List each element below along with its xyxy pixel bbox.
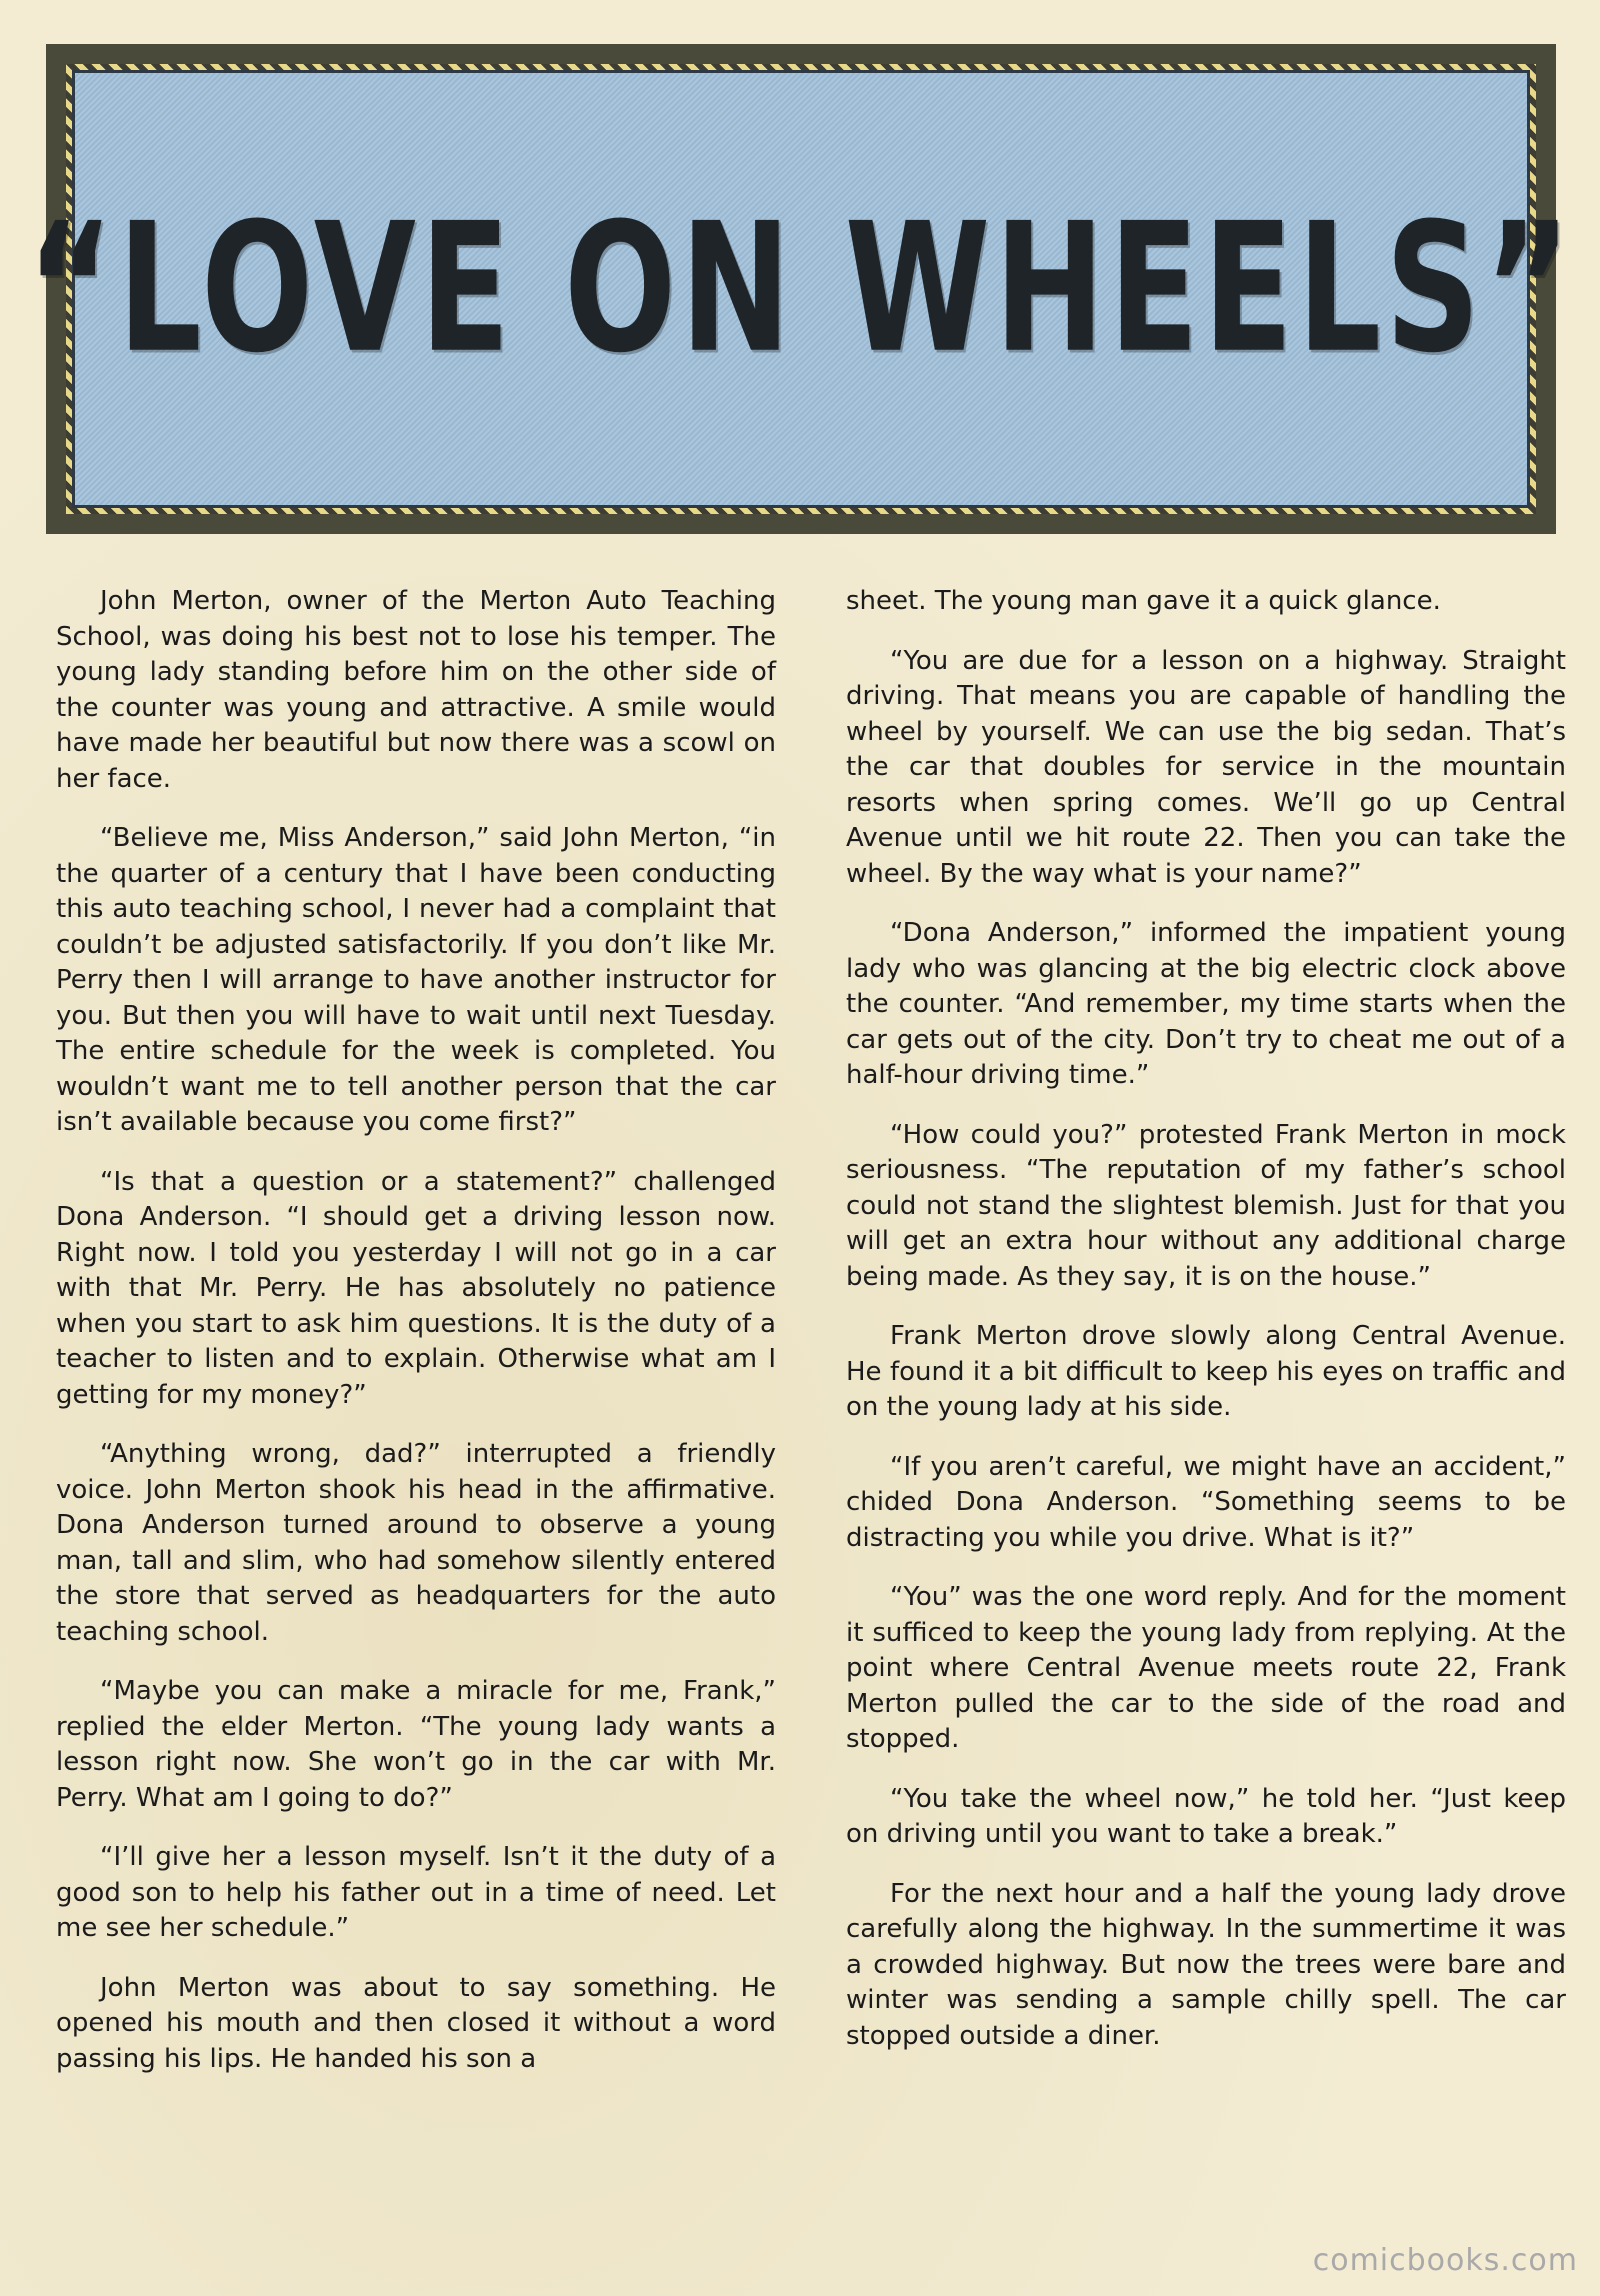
- paragraph: “Maybe you can make a miracle for me, Frank,” replied the elder Merton. “The young lady wants a lesson right now. She won’t go in the car with Mr. Perry. What am I going to do?”: [56, 1676, 776, 1813]
- site-watermark: comicbooks.com: [1312, 2243, 1578, 2278]
- paragraph: “How could you?” protested Frank Merton in mock seriousness. “The reputation of my father’s school could not stand the slightest blemish. Just for that you will get an extra hour without any additional charge being made. As they say, it is on the house.”: [846, 1119, 1566, 1292]
- paragraph: “You are due for a lesson on a highway. Straight driving. That means you are capable of handling the wheel by yourself. We can use the big sedan. That’s the car that doubles for service in the mountain resorts when spring comes. We’ll go up Central Avenue until we hit route 22. Then you can take the wheel. By the way what is your name?”: [846, 645, 1566, 889]
- paragraph: For the next hour and a half the young lady drove carefully along the highway. In the summertime it was a crowded highway. But now the trees were bare and winter was sending a sample chilly spell. The car stopped outside a diner.: [846, 1878, 1566, 2051]
- left-column: [56, 584, 776, 2244]
- title-panel: [26, 70, 1576, 508]
- right-column: [846, 584, 1566, 2244]
- story-columns: [56, 584, 1566, 2244]
- title-frame: [26, 44, 1576, 534]
- paragraph: “Is that a question or a statement?” challenged Dona Anderson. “I should get a driving lesson now. Right now. I told you yesterday I will not go in a car with that Mr. Perry. He has absolutely no patience when you start to ask him questions. It is the duty of a teacher to listen and to explain. Otherwise what am I getting for my money?”: [56, 1166, 776, 1410]
- story-title: “LOVE ON WHEELS”: [26, 185, 1576, 393]
- paragraph: “If you aren’t careful, we might have an accident,” chided Dona Anderson. “Something seems to be distracting you while you drive. What is it?”: [846, 1451, 1566, 1553]
- paragraph: “You take the wheel now,” he told her. “Just keep on driving until you want to take a break.”: [846, 1783, 1566, 1849]
- paragraph: John Merton, owner of the Merton Auto Teaching School, was doing his best not to lose his temper. The young lady standing before him on the other side of the counter was young and attractive. A smile would have made her beautiful but now there was a scowl on her face.: [56, 586, 776, 794]
- paragraph: “I’ll give her a lesson myself. Isn’t it the duty of a good son to help his father out in a time of need. Let me see her schedule.”: [56, 1842, 776, 1943]
- paragraph: “Dona Anderson,” informed the impatient young lady who was glancing at the big electric clock above the counter. “And remember, my time starts when the car gets out of the city. Don’t try to cheat me out of a half-hour driving time.”: [846, 918, 1566, 1090]
- paragraph-continuation: sheet. The young man gave it a quick glance.: [846, 586, 1441, 616]
- paragraph: Frank Merton drove slowly along Central Avenue. He found it a bit difficult to keep his eyes on traffic and on the young lady at his side.: [846, 1321, 1566, 1422]
- paragraph: “Believe me, Miss Anderson,” said John Merton, “in the quarter of a century that I have been conducting this auto teaching school, I never had a complaint that couldn’t be adjusted satisfactorily. If you don’t like Mr. Perry then I will arrange to have another instructor for you. But then you will have to wait until next Tuesday. The entire schedule for the week is completed. You wouldn’t want me to tell another person that the car isn’t available because you come first?”: [56, 823, 776, 1137]
- paragraph: John Merton was about to say something. He opened his mouth and then closed it without a word passing his lips. He handed his son a: [56, 1972, 776, 2074]
- paragraph: “You” was the one word reply. And for the moment it sufficed to keep the young lady from replying. At the point where Central Avenue meets route 22, Frank Merton pulled the car to the side of the road and stopped.: [846, 1582, 1566, 1754]
- paragraph: “Anything wrong, dad?” interrupted a friendly voice. John Merton shook his head in the affirmative. Dona Anderson turned around to observe a young man, tall and slim, who had somehow silently entered the store that served as headquarters for the auto teaching school.: [56, 1439, 776, 1647]
